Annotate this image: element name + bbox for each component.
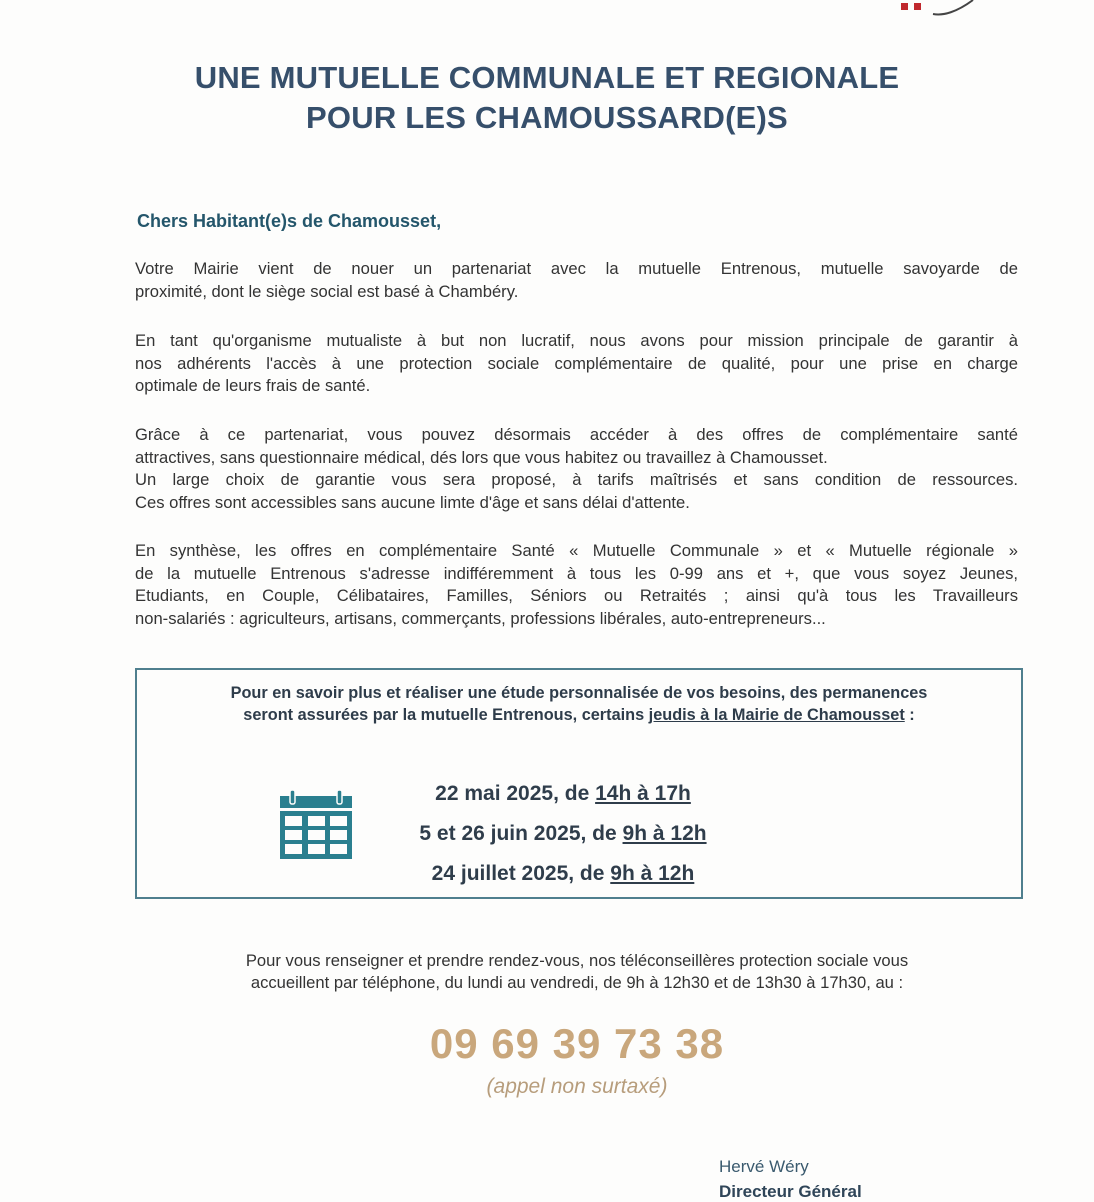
text-line: optimale de leurs frais de santé. — [135, 376, 371, 395]
date-line — [383, 774, 743, 814]
permanence-dates — [383, 774, 743, 894]
contact-line-1: Pour vous renseigner et prendre rendez-vous, nos téléconseillères protection sociale vous — [245, 951, 909, 970]
text-line: Ces offres sont accessibles sans aucune limte d'âge et sans délai d'attente. — [135, 492, 690, 512]
intro-line-2-underlined: jeudis à la Mairie de Chamousset — [648, 706, 905, 724]
date-text: 22 mai 2025, de — [435, 782, 596, 805]
paragraph-offers — [135, 424, 1018, 514]
contact-info — [0, 950, 1094, 994]
phone-note: (appel non surtaxé) — [486, 1075, 668, 1098]
text-line: non-salariés : agriculteurs, artisans, commerçants, professions libérales, auto-entrepreneurs... — [135, 608, 826, 628]
intro-line-2-prefix: seront assurées par la mutuelle Entrenous, certains — [243, 706, 649, 724]
title-line-1: UNE MUTUELLE COMMUNALE ET REGIONALE — [194, 60, 900, 95]
logo-fragment — [895, 0, 985, 18]
title-line-2: POUR LES CHAMOUSSARD(E)S — [306, 100, 788, 135]
date-hours: 14h à 17h — [595, 782, 691, 805]
calendar-icon — [278, 790, 354, 860]
date-line — [383, 854, 743, 894]
intro-line-2-suffix: : — [904, 706, 915, 724]
date-hours: 9h à 12h — [610, 862, 695, 885]
intro-line-2 — [137, 704, 1021, 726]
text-line: Votre Mairie vient de nouer un partenariat avec la mutuelle Entrenous, mutuelle savoyarde de — [135, 259, 1018, 278]
text-line: Etudiants, en Couple, Célibataires, Familles, Séniors ou Retraités ; ainsi qu'à tous les Travailleurs — [135, 586, 1018, 605]
permanences-intro — [137, 682, 1021, 726]
text-line: Grâce à ce partenariat, vous pouvez désormais accéder à des offres de complémentaire santé — [135, 425, 1018, 444]
phone-number[interactable]: 09 69 39 73 38 — [429, 1020, 725, 1067]
intro-line-1: Pour en savoir plus et réaliser une étude personnalisée de vos besoins, des permanences — [230, 684, 928, 702]
text-line: de la mutuelle Entrenous s'adresse indifféremment à tous les 0-99 ans et +, que vous soyez Jeunes, — [135, 563, 1018, 583]
date-line — [383, 814, 743, 854]
date-text: 5 et 26 juin 2025, de — [419, 822, 623, 845]
text-line: attractives, sans questionnaire médical, dés lors que vous habitez ou travaillez à Chamousset. — [135, 447, 828, 467]
signature-name: Hervé Wéry — [719, 1157, 809, 1176]
text-line: Un large choix de garantie vous sera proposé, à tarifs maîtrisés et sans condition de ressources. — [135, 470, 1018, 489]
text-line: nos adhérents l'accès à une protection sociale complémentaire de qualité, pour une prise en charge — [135, 353, 1018, 373]
text-line: proximité, dont le siège social est basé à Chambéry. — [135, 281, 519, 301]
text-line: En tant qu'organisme mutualiste à but non lucratif, nous avons pour mission principale de garantir à — [135, 331, 1018, 350]
paragraph-summary — [135, 540, 1018, 630]
date-hours: 9h à 12h — [622, 822, 707, 845]
contact-line-2: accueillent par téléphone, du lundi au vendredi, de 9h à 12h30 et de 13h30 à 17h30, au : — [250, 973, 904, 992]
page-title — [0, 58, 1094, 138]
signature-role: Directeur Général — [719, 1182, 862, 1201]
paragraph-partnership — [135, 258, 1018, 303]
permanences-box — [135, 668, 1023, 899]
text-line: En synthèse, les offres en complémentaire Santé « Mutuelle Communale » et « Mutuelle régionale » — [135, 541, 1018, 560]
greeting: Chers Habitant(e)s de Chamousset, — [137, 211, 442, 231]
date-text: 24 juillet 2025, de — [431, 862, 611, 885]
paragraph-mission — [135, 330, 1018, 398]
